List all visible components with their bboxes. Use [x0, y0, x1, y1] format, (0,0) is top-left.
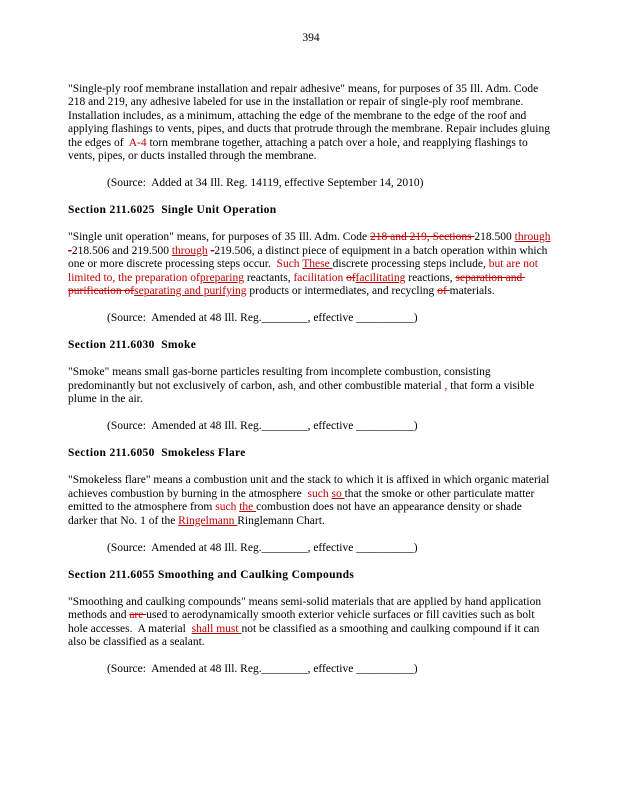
- heading-section-211-6025: Section 211.6025 Single Unit Operation: [68, 204, 277, 216]
- text-run: facilitation: [293, 271, 347, 284]
- source-line-smokeless-flare: (Source: Amended at 48 Ill. Reg.________, effective __________): [107, 541, 418, 554]
- text-run: discrete processing steps include,: [332, 258, 489, 270]
- text-run: "Smoothing and caulking compounds" means semi-solid materials that are applied by hand application methods and: [68, 595, 544, 621]
- text-run: through: [514, 231, 551, 243]
- text-run: 218.506 and 219.500: [71, 244, 172, 257]
- text-run: "Single unit operation" means, for purposes of 35 Ill. Adm. Code: [68, 231, 370, 243]
- text-run: so: [331, 487, 345, 500]
- text-run: ,: [444, 379, 448, 392]
- paragraph-smoke-definition: [68, 366, 554, 407]
- text-run: that form a visible plume in the air.: [68, 379, 538, 405]
- text-run: that the smoke or other particulate matter emitted to the atmosphere from: [68, 487, 538, 513]
- heading-section-211-6030: Section 211.6030 Smoke: [68, 339, 197, 351]
- page-number: 394: [302, 32, 320, 44]
- text-run: 219.506, a distinct piece of equipment in a batch operation within which one or more discrete processing steps occur.: [68, 244, 551, 270]
- heading-section-211-6055: Section 211.6055 Smoothing and Caulking Compounds: [68, 568, 355, 581]
- source-line-roof-adhesive: (Source: Added at 34 Ill. Reg. 14119, effective September 14, 2010): [107, 177, 424, 189]
- text-run: "Smoke" means small gas-borne particles resulting from incomplete combustion, consisting predominantly but not exclusively of carbon, ash: [68, 366, 494, 392]
- text-run: through: [171, 244, 208, 257]
- paragraph-single-unit-operation-definition: [68, 231, 554, 299]
- text-run: separating and purifying: [134, 285, 247, 297]
- text-run: must: [216, 622, 242, 635]
- text-run: preparing: [199, 271, 244, 284]
- text-run: -: [68, 244, 72, 257]
- text-run: -: [210, 244, 215, 257]
- text-run: products or intermediates, and recycling: [246, 285, 438, 297]
- text-run: not be classified as a smoothing and caulking compound if it can also be classified as a sealant.: [68, 622, 543, 648]
- text-run: Ringlemann Chart.: [237, 514, 325, 527]
- text-run: combustion does not have an appearance density or shade darker that No. 1 of the: [68, 501, 525, 527]
- text-run: A-4: [128, 136, 147, 149]
- text-run: reactants,: [243, 271, 294, 284]
- heading-section-211-6050: Section 211.6050 Smokeless Flare: [68, 447, 246, 459]
- text-run: facilitating: [355, 271, 406, 284]
- text-run: 218 and 219, Sections: [369, 231, 475, 243]
- text-run: reactions,: [405, 271, 456, 284]
- text-run: of: [437, 285, 450, 297]
- text-run: but are not limited to, the preparation of: [68, 258, 541, 284]
- text-run: such: [307, 487, 332, 500]
- text-run: used to aerodynamically smooth exterior vehicle surfaces or fill cavities such as bolt hole accesses. A material: [68, 609, 538, 635]
- source-line-smoke: (Source: Amended at 48 Ill. Reg.________, effective __________): [107, 420, 418, 432]
- text-run: separation and purification of: [68, 271, 526, 297]
- text-run: 218.500: [474, 231, 515, 243]
- text-run: "Smokeless flare" means a combustion unit and the stack to which it is affixed in which organic material achieves combustion by burning in the atmosphere: [68, 474, 553, 500]
- text-run: of: [346, 271, 356, 284]
- text-run: [550, 231, 553, 243]
- paragraph-smokeless-flare-definition: [68, 474, 554, 528]
- paragraph-single-ply-definition: [68, 83, 554, 164]
- text-run: ,: [293, 379, 297, 392]
- paragraph-smoothing-caulking-definition: [68, 596, 554, 650]
- text-run: materials.: [449, 285, 495, 297]
- text-run: Ringelmann: [178, 514, 238, 527]
- text-run: "Single-ply roof membrane installation and repair adhesive" means, for purposes of 35 Ill. Adm. Code 218 and 219, any adhesive labeled for use in the installation or repair of single-ply roof membrane. Installation includes, as a minimum, attaching the edge of the membrane to the edge of the roof and applying flashings to vents, pipes, and ducts that protrude through the membrane. Repair includes gluing the edges of: [68, 82, 553, 149]
- text-run: and other combustible material: [296, 379, 445, 392]
- text-run: These: [302, 258, 333, 270]
- source-line-single-unit: (Source: Amended at 48 Ill. Reg.________, effective __________): [107, 312, 418, 324]
- text-run: such: [215, 501, 240, 513]
- text-run: Such: [276, 258, 303, 270]
- text-run: are: [129, 609, 147, 621]
- source-line-smoothing: (Source: Amended at 48 Ill. Reg.________, effective __________): [107, 663, 418, 675]
- text-run: the: [239, 501, 257, 513]
- text-run: shall: [191, 622, 217, 635]
- text-run: torn membrane together, attaching a patch over a hole, and reapplying flashings to vents, pipes, or ducts installed through the membrane.: [68, 136, 531, 162]
